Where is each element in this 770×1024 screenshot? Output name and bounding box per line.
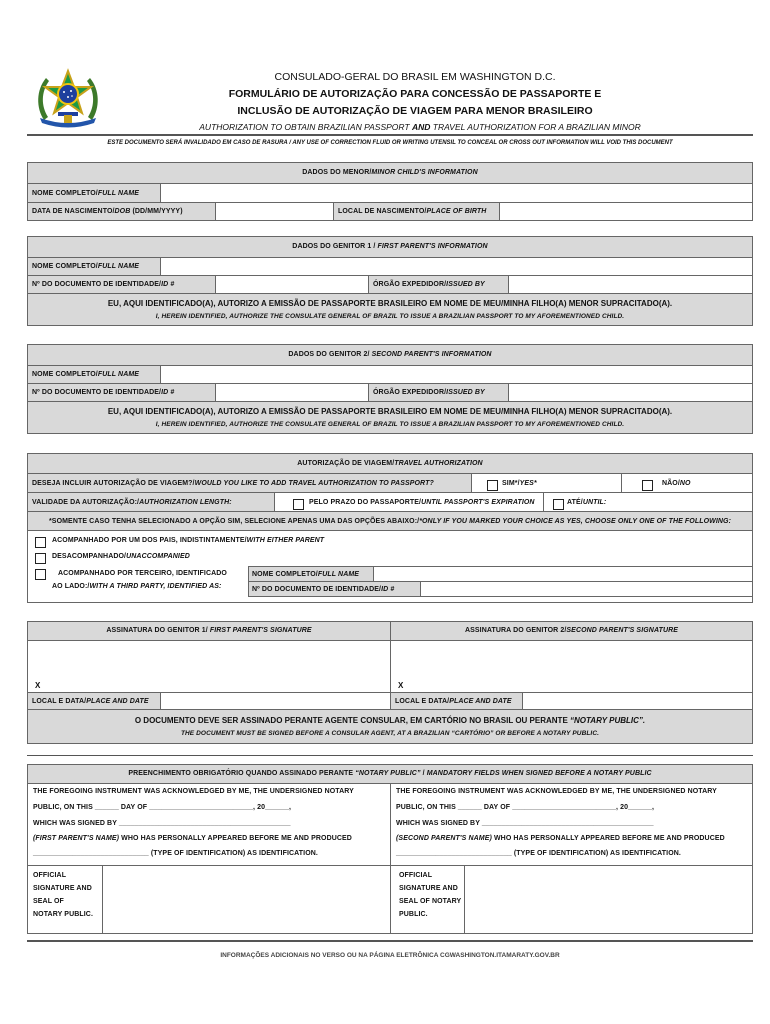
parent1-section [27,236,753,326]
notary-left-line3: WHICH WAS SIGNED BY ___________________________________________ [33,820,291,827]
form-title-line2: INCLUSÃO DE AUTORIZAÇÃO DE VIAGEM PARA MENOR BRASILEIRO [237,105,593,117]
place-date-field-2[interactable] [522,693,752,709]
notary-right-line1: THE FOREGOING INSTRUMENT WAS ACKNOWLEDGED BY ME, THE UNDERSIGNED NOTARY [396,788,717,795]
form-subtitle: AUTHORIZATION TO OBTAIN BRAZILIAN PASSPORT AND TRAVEL AUTHORIZATION FOR A BRAZILIAN MINOR [199,122,641,132]
include-travel-question: DESEJA INCLUIR AUTORIZAÇÃO DE VIAGEM?/WOULD YOU LIKE TO ADD TRAVEL AUTHORIZATION TO PASSPORT? [32,480,434,487]
parent2-issuer-label: ÓRGÃO EXPEDIDOR/ISSUED BY [373,389,485,396]
parent2-auth-pt: EU, AQUI IDENTIFICADO(A), AUTORIZO A EMISSÃO DE PASSAPORTE BRASILEIRO EM NOME DE MEU/MINHA FILHO(A) MENOR SUPRACITADO(A). [107,407,673,416]
parent2-section-title: DADOS DO GENITOR 2/ SECOND PARENT'S INFORMATION [288,351,492,358]
passport-term-label: PELO PRAZO DO PASSAPORTE/UNTIL PASSPORT'S EXPIRATION [309,499,535,506]
notary-right-line5: _____________________________ (TYPE OF IDENTIFICATION) AS IDENTIFICATION. [396,850,681,857]
third-party-id-field[interactable] [420,581,753,597]
notary-left-line5: _____________________________ (TYPE OF IDENTIFICATION) AS IDENTIFICATION. [33,850,318,857]
notary-ack-left [28,784,390,865]
third-party-label-1: ACOMPANHADO POR TERCEIRO, IDENTIFICADO [58,570,227,577]
parent2-id-label: Nº DO DOCUMENTO DE IDENTIDADE/ID # [32,389,175,396]
parent1-name-label: NOME COMPLETO/FULL NAME [32,263,140,270]
until-label: ATÉ/UNTIL: [567,499,607,506]
dob-label: DATA DE NASCIMENTO/DOB (DD/MM/YYYY) [32,208,183,215]
parent1-signature-x: X [35,681,41,690]
parent1-issuer-label: ÓRGÃO EXPEDIDOR/ISSUED BY [373,281,485,288]
notary-left-line4: (FIRST PARENT'S NAME) WHO HAS PERSONALLY APPEARED BEFORE ME AND PRODUCED [33,835,352,842]
parent2-issuer-field[interactable] [508,384,752,401]
place-date-label-2: LOCAL E DATA/PLACE AND DATE [395,698,512,705]
place-date-label-1: LOCAL E DATA/PLACE AND DATE [32,698,149,705]
parent2-auth-en: I, HEREIN IDENTIFIED, AUTHORIZE THE CONSULATE GENERAL OF BRAZIL TO ISSUE A BRAZILIAN PASSPORT TO MY AFOREMENTIONED CHILD. [155,421,625,428]
notary-official-label-1: OFFICIAL SIGNATURE AND SEAL OF NOTARY PUBLIC. [33,872,93,918]
unaccompanied-label: DESACOMPANHADO/UNACCOMPANIED [52,553,190,560]
place-date-field-1[interactable] [160,693,390,709]
parent2-id-field[interactable] [215,384,368,401]
parent1-id-label: Nº DO DOCUMENTO DE IDENTIDADE/ID # [32,281,175,288]
notary-official-label-2: OFFICIAL SIGNATURE AND SEAL OF NOTARY PUBLIC. [390,866,464,933]
signing-requirement-pt: O DOCUMENTO DEVE SER ASSINADO PERANTE AGENTE CONSULAR, EM CARTÓRIO NO BRASIL OU PERANTE “NOTARY PUBLIC”. [134,716,646,725]
parent1-issuer-field[interactable] [508,276,752,293]
notary-seal-field-2[interactable] [464,866,752,933]
parent1-signature-title: ASSINATURA DO GENITOR 1/ FIRST PARENT'S SIGNATURE [106,627,312,634]
header-divider [27,134,753,136]
travel-option-note: *SOMENTE CASO TENHA SELECIONADO A OPÇÃO SIM, SELECIONE APENAS UMA DAS OPÇÕES ABAIXO:/*ONLY IF YOU MARKED YOUR CHOICE AS YES, CHOOSE ONLY ONE OF THE FOLLOWING: [48,518,732,525]
section-divider [27,755,753,756]
footer-divider [27,940,753,942]
parent2-name-label: NOME COMPLETO/FULL NAME [32,371,140,378]
notary-right-line3: WHICH WAS SIGNED BY ___________________________________________ [396,820,654,827]
minor-dob-field[interactable] [215,203,333,220]
third-party-checkbox[interactable] [35,566,46,584]
parent2-signature-x: X [398,681,404,690]
footer-text: INFORMAÇÕES ADICIONAIS NO VERSO OU NA PÁGINA ELETRÔNICA CGWASHINGTON.ITAMARATY.GOV.BR [220,952,560,959]
notary-section-title: PREENCHIMENTO OBRIGATÓRIO QUANDO ASSINADO PERANTE “NOTARY PUBLIC” / MANDATORY FIELDS WHEN SIGNED BEFORE A NOTARY PUBLIC [128,770,652,777]
third-party-name-field[interactable] [373,566,753,582]
parent1-name-field[interactable] [160,258,752,275]
notary-ack-right [390,784,752,865]
parent1-section-title: DADOS DO GENITOR 1 / FIRST PARENT'S INFORMATION [292,243,488,250]
pob-label: LOCAL DE NASCIMENTO/PLACE OF BIRTH [338,208,487,215]
parent1-id-field[interactable] [215,276,368,293]
notary-left-line2: PUBLIC, ON THIS ______ DAY OF __________________________, 20______, [33,804,292,811]
notary-right-line2: PUBLIC, ON THIS ______ DAY OF __________________________, 20______, [396,804,655,811]
notary-seal-field-1[interactable] [102,866,390,933]
warning-text: ESTE DOCUMENTO SERÁ INVALIDADO EM CASO DE RASURA / ANY USE OF CORRECTION FLUID OR WRITING UTENSIL TO CONCEAL OR CROSS OUT INFORMATION WILL VOID THIS DOCUMENT [107,140,673,146]
parent1-auth-pt: EU, AQUI IDENTIFICADO(A), AUTORIZO A EMISSÃO DE PASSAPORTE BRASILEIRO EM NOME DE MEU/MINHA FILHO(A) MENOR SUPRACITADO(A). [107,299,673,308]
form-title-line1: FORMULÁRIO DE AUTORIZAÇÃO PARA CONCESSÃO DE PASSAPORTE E [228,88,602,100]
parent2-section [27,344,753,434]
validity-label: VALIDADE DA AUTORIZAÇÃO:/AUTHORIZATION LENGTH: [32,499,232,506]
full-name-label: NOME COMPLETO/FULL NAME [32,190,140,197]
minor-section [27,162,753,221]
minor-pob-field[interactable] [499,203,752,220]
parent2-name-field[interactable] [160,366,752,383]
until-date-field[interactable] [613,493,752,511]
third-party-name-label: NOME COMPLETO/FULL NAME [252,571,360,578]
minor-full-name-field[interactable] [160,184,752,202]
parent1-signature-field[interactable] [28,641,390,692]
notary-right-line4: (SECOND PARENT'S NAME) WHO HAS PERSONALLY APPEARED BEFORE ME AND PRODUCED [396,835,725,842]
notary-section [27,764,753,934]
third-party-label-2: AO LADO:/WITH A THIRD PARTY, IDENTIFIED AS: [52,583,222,590]
third-party-id-label: Nº DO DOCUMENTO DE IDENTIDADE/ID # [252,586,395,593]
travel-section [27,453,753,603]
minor-section-title: DADOS DO MENOR/MINOR CHILD'S INFORMATION [302,169,478,176]
parent2-signature-title: ASSINATURA DO GENITOR 2/SECOND PARENT'S SIGNATURE [464,627,679,634]
travel-section-title: AUTORIZAÇÃO DE VIAGEM/TRAVEL AUTHORIZATION [297,460,483,467]
parent2-signature-field[interactable] [390,641,752,692]
signing-requirement-en: THE DOCUMENT MUST BE SIGNED BEFORE A CONSULAR AGENT, AT A BRAZILIAN “CARTÓRIO” OR BEFORE A NOTARY PUBLIC. [180,730,600,737]
parent1-auth-en: I, HEREIN IDENTIFIED, AUTHORIZE THE CONSULATE GENERAL OF BRAZIL TO ISSUE A BRAZILIAN PASSPORT TO MY AFOREMENTIONED CHILD. [155,313,625,320]
yes-label: SIM*/YES* [502,480,537,487]
no-label: NÃO/NO [662,480,691,487]
brazil-coat-of-arms-icon [34,68,102,130]
notary-left-line1: THE FOREGOING INSTRUMENT WAS ACKNOWLEDGED BY ME, THE UNDERSIGNED NOTARY [33,788,354,795]
signature-section [27,621,753,744]
consulate-title: CONSULADO-GERAL DO BRASIL EM WASHINGTON D.C. [274,71,556,83]
with-either-parent-label: ACOMPANHADO POR UM DOS PAIS, INDISTINTAMENTE/WITH EITHER PARENT [52,537,325,544]
